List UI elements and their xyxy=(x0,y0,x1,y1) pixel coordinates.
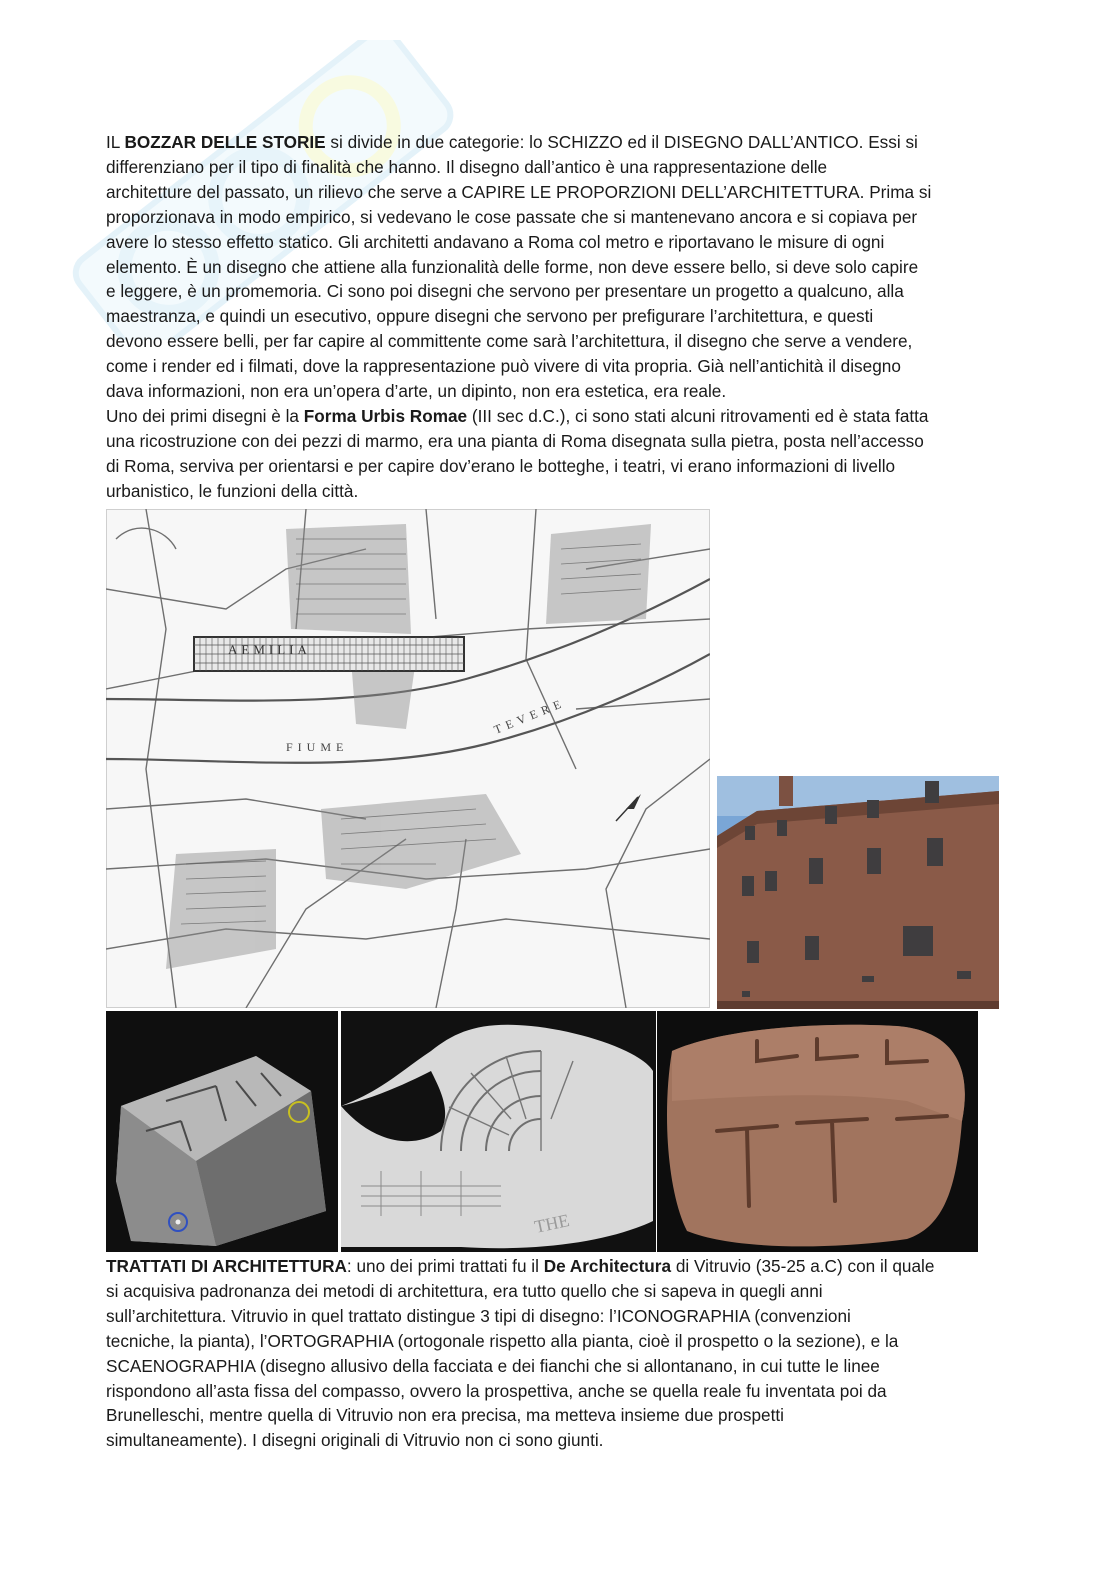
text-line: rispondono all’asta fissa del compasso, ovvero la prospettiva, anche se quella reale fu inventata poi da xyxy=(106,1380,887,1401)
text-line: simultaneamente). I disegni originali di Vitruvio non ci sono giunti. xyxy=(106,1430,604,1451)
text-line: come i render ed i filmati, dove la rappresentazione può vivere di vita propria. Già nell’antichità il disegno xyxy=(106,356,901,377)
intro-text xyxy=(106,130,1006,504)
text-line: di Roma, serviva per orientarsi e per capire dov’erano le botteghe, i teatri, vi erano informazioni di livello xyxy=(106,455,896,476)
text-line: tecniche, la pianta), l’ORTOGRAPHIA (ortogonale rispetto alla pianta, cioè il prospetto o la sezione), e la xyxy=(106,1330,899,1351)
treatises-text xyxy=(106,1254,1006,1453)
text-line: Uno dei primi disegni è la Forma Urbis Romae (III sec d.C.), ci sono stati alcuni ritrovamenti ed è stata fatta xyxy=(106,405,929,426)
stone-fragment-photo xyxy=(657,1011,978,1252)
text-line: maestranza, e quindi un esecutivo, oppure disegni che servono per prefigurare l’architettura, e questi xyxy=(106,306,874,327)
fragment-render-photo xyxy=(106,1011,338,1252)
text-line: Brunelleschi, mentre quella di Vitruvio non era precisa, ma metteva insieme due prospetti xyxy=(106,1405,784,1426)
text-line: architetture del passato, un rilievo che serve a CAPIRE LE PROPORZIONI DELL’ARCHITETTURA. Prima si xyxy=(106,181,932,202)
text-line: e leggere, è un promemoria. Ci sono poi disegni che servono per presentare un progetto a qualcuno, alla xyxy=(106,281,904,302)
map-label-aemilia: AEMILIA xyxy=(228,642,311,657)
text-line: sull’architettura. Vitruvio in quel trattato distingue 3 tipi di disegno: l’ICONOGRAPHIA (convenzioni xyxy=(106,1305,851,1326)
text-line: elemento. È un disegno che attiene alla funzionalità delle forme, non deve essere bello, si deve solo capire xyxy=(106,256,919,277)
text-line: una ricostruzione con dei pezzi di marmo, era una pianta di Roma disegnata sulla pietra, posta nell’accesso xyxy=(106,430,924,451)
text-line: proporzionava in modo empirico, si vedevano le cose passate che si mantenevano ancora e si copiava per xyxy=(106,206,918,227)
text-line: SCAENOGRAPHIA (disegno allusivo della facciata e dei fianchi che si allontanano, in cui tutte le linee xyxy=(106,1355,880,1376)
text-line: differenziano per il tipo di finalità che hanno. Il disegno dall’antico è una rappresentazione delle xyxy=(106,156,828,177)
map-label-fiume: FIUME xyxy=(286,740,349,754)
text-line: urbanistico, le funzioni della città. xyxy=(106,480,359,501)
forma-urbis-map xyxy=(106,509,710,1008)
theatre-fragment-photo xyxy=(341,1011,656,1252)
text-line: TRATTATI DI ARCHITETTURA: uno dei primi trattati fu il De Architectura di Vitruvio (35-25 a.C) con il quale xyxy=(106,1256,935,1276)
text-line: dava informazioni, non era un’opera d’arte, un dipinto, non era estetica, era reale. xyxy=(106,381,727,402)
map-label-tevere: TEVERE xyxy=(491,695,568,737)
text-line: IL BOZZAR DELLE STORIE si divide in due categorie: lo SCHIZZO ed il DISEGNO DALL’ANTICO. Essi si xyxy=(106,132,918,152)
text-line: devono essere belli, per far capire al committente come sarà l’architettura, il disegno che serve a vendere, xyxy=(106,331,913,352)
text-line: avere lo stesso effetto statico. Gli architetti andavano a Roma col metro e riportavano le misure di ogni xyxy=(106,231,885,252)
fragment-inscription: THE xyxy=(532,1210,572,1237)
building-photo xyxy=(717,776,999,1009)
text-line: si acquisiva padronanza dei metodi di architettura, era tutto quello che si sapeva in quegli anni xyxy=(106,1280,823,1301)
